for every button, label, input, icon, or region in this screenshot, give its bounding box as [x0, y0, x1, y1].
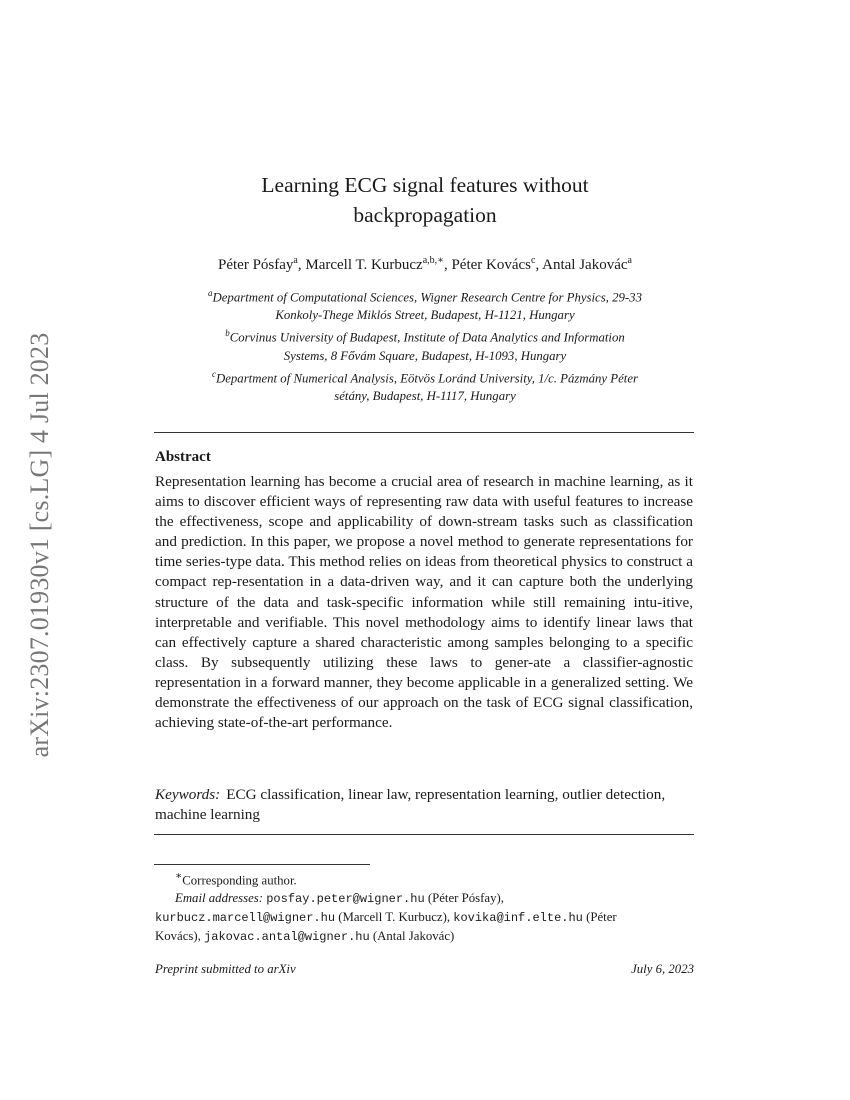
- email-line-2: [155, 908, 695, 927]
- email-owner: (Marcell T. Kurbucz),: [338, 910, 451, 925]
- keywords: [155, 785, 693, 825]
- title-line-2: backpropagation: [353, 203, 497, 227]
- email-address[interactable]: kurbucz.marcell@wigner.hu: [155, 911, 336, 926]
- affiliations: [150, 284, 700, 405]
- abstract-bottom-rule: [154, 834, 694, 835]
- author-affil-mark: a: [627, 255, 632, 266]
- affiliation-text: Department of Numerical Analysis, Eötvös Loránd University, 1/c. Pázmány Péter: [215, 370, 638, 385]
- author-name: Marcell T. Kurbucz: [305, 257, 423, 273]
- email-address[interactable]: kovika@inf.elte.hu: [453, 911, 583, 926]
- footnote-mark: ∗: [175, 871, 183, 882]
- affiliation-text: Department of Computational Sciences, Wigner Research Centre for Physics, 29-33: [212, 290, 642, 305]
- corresponding-author-note: [155, 868, 695, 889]
- email-line-3: [155, 927, 695, 946]
- affiliation-c-line1: [150, 365, 700, 387]
- email-owner: (Péter Pósfay),: [427, 891, 504, 906]
- email-address[interactable]: posfay.peter@wigner.hu: [266, 892, 425, 907]
- email-label: Email addresses:: [175, 891, 264, 906]
- email-owner: (Péter: [586, 910, 617, 925]
- author-affil-mark: c: [531, 255, 536, 266]
- author-name: Péter Pósfay: [218, 257, 294, 273]
- footnote-text: Corresponding author.: [182, 873, 297, 888]
- affiliation-mark: b: [225, 328, 230, 339]
- footnotes: [155, 868, 695, 946]
- author-list: Péter Pósfay$^a$, Marcell T. Kurbucz$^{a,b,∗}$, Péter Kovács$^c$, Antal Jakovác$^a$: [218, 255, 632, 273]
- affiliation-b-line2: Systems, 8 Fővám Square, Budapest, H-1093, Hungary: [283, 348, 567, 363]
- affiliation-text: Corvinus University of Budapest, Institute of Data Analytics and Information: [229, 330, 625, 345]
- email-owner: Kovács),: [155, 929, 201, 944]
- footer-preprint-note: Preprint submitted to arXiv: [155, 962, 296, 976]
- abstract-heading: Abstract: [155, 449, 211, 465]
- author-name: Péter Kovács: [451, 257, 531, 273]
- email-owner: (Antal Jakovác): [372, 929, 455, 944]
- arxiv-identifier: arXiv:2307.01930v1 [cs.LG] 4 Jul 2023: [25, 332, 54, 758]
- keywords-text: ECG classification, linear law, representation learning, outlier detection, machine learning: [155, 786, 666, 824]
- abstract-top-rule: [154, 432, 694, 433]
- affiliation-a-line2: Konkoly-Thege Miklós Street, Budapest, H-1121, Hungary: [275, 308, 575, 323]
- affiliation-mark: c: [211, 368, 216, 379]
- title-line-1: Learning ECG signal features without: [261, 173, 589, 197]
- affiliation-a-line1: [150, 284, 700, 306]
- email-line-1: [155, 889, 695, 908]
- affiliation-mark: a: [208, 288, 213, 298]
- author-affil-mark: a,b,∗: [422, 255, 444, 266]
- email-address[interactable]: jakovac.antal@wigner.hu: [204, 930, 370, 945]
- keywords-label: Keywords:: [155, 786, 221, 803]
- paper-title: [150, 170, 700, 230]
- affiliation-b-line1: [150, 324, 700, 346]
- author-name: Antal Jakovác: [542, 257, 628, 273]
- affiliation-c-line2: sétány, Budapest, H-1117, Hungary: [334, 388, 516, 403]
- author-affil-mark: a: [293, 255, 298, 266]
- footer-date: July 6, 2023: [631, 962, 694, 976]
- abstract-text: Representation learning has become a crucial area of research in machine learning, as it aims to discover efficient ways of representing raw data with useful features to increase the effectiveness, scope and applicability of down-stream tasks such as classification and prediction. In this paper, we propose a novel method to generate representations for time series-type data. This method relies on ideas from theoretical physics to construct a compact rep-resentation in a data-driven way, and it can capture both the underlying structure of the data and task-specific information while still remaining intu-itive, interpretable and verifiable. This novel methodology aims to identify linear laws that can effectively capture a shared characteristic among samples belonging to a specific class. By subsequently utilizing these laws to gener-ate a classifier-agnostic representation in a forward manner, they become applicable in a generalized setting. We demonstrate the effectiveness of our approach on the task of ECG signal classification, achieving state-of-the-art performance.: [155, 473, 693, 732]
- footnote-rule: [154, 864, 370, 865]
